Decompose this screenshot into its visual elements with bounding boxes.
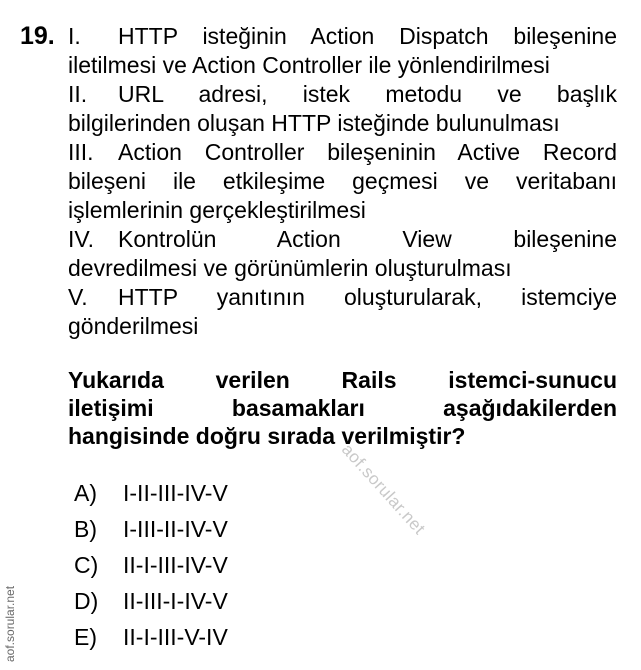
diagonal-watermark: aof.sorular.net (337, 440, 430, 539)
side-watermark: aof.sorular.net (3, 585, 17, 662)
statement-3-line-2: bileşeni ile etkileşime geçmesi ve veritabanı (68, 168, 617, 194)
answer-options (74, 475, 228, 655)
statement-1 (68, 22, 617, 80)
option-d[interactable] (74, 583, 228, 619)
statement-3-numeral: III. (68, 139, 94, 165)
statement-3-line-3: işlemlerinin gerçekleştirilmesi (68, 197, 366, 223)
statement-5-text-1: HTTP yanıtının oluşturularak, istemciye (118, 284, 617, 310)
question-stem-line-1: Yukarıda verilen Rails istemci-sunucu (68, 367, 617, 393)
statement-1-numeral: I. (68, 23, 81, 49)
statement-5-line-1 (68, 283, 617, 312)
option-c-text: II-I-III-IV-V (123, 552, 228, 578)
statement-2-line-1 (68, 80, 617, 109)
question-stem-line-2: iletişimi basamakları aşağıdakilerden (68, 395, 617, 421)
statement-4-line-1 (68, 225, 617, 254)
option-d-letter: D) (74, 588, 99, 614)
option-c-letter: C) (74, 552, 99, 578)
option-a-letter: A) (74, 480, 97, 506)
statement-3 (68, 138, 617, 225)
statement-4-line-2: devredilmesi ve görünümlerin oluşturulması (68, 255, 512, 281)
option-d-text: II-III-I-IV-V (123, 588, 228, 614)
option-b-letter: B) (74, 516, 97, 542)
statement-2-line-2: bilgilerinden oluşan HTTP isteğinde bulunulması (68, 110, 560, 136)
option-e-text: II-I-III-V-IV (123, 624, 228, 650)
statement-4 (68, 225, 617, 283)
question-number: 19. (20, 22, 55, 50)
option-b-text: I-III-II-IV-V (123, 516, 228, 542)
option-a[interactable] (74, 475, 228, 511)
statement-4-numeral: IV. (68, 226, 95, 252)
statement-3-text-1: Action Controller bileşeninin Active Record (118, 139, 617, 165)
statement-5 (68, 283, 617, 341)
statement-1-line-2: iletilmesi ve Action Controller ile yönlendirilmesi (68, 52, 550, 78)
statement-2-text-1: URL adresi, istek metodu ve başlık (118, 81, 617, 107)
option-e-letter: E) (74, 624, 97, 650)
statement-2-numeral: II. (68, 81, 88, 107)
statement-4-text-1: Kontrolün Action View bileşenine (118, 226, 617, 252)
option-a-text: I-II-III-IV-V (123, 480, 228, 506)
option-b[interactable] (74, 511, 228, 547)
option-c[interactable] (74, 547, 228, 583)
statement-2 (68, 80, 617, 138)
statement-5-line-2: gönderilmesi (68, 313, 199, 339)
statement-1-line-1 (68, 22, 617, 51)
statement-1-text-1: HTTP isteğinin Action Dispatch bileşenine (118, 23, 617, 49)
question-stem-line-3: hangisinde doğru sırada verilmiştir? (68, 423, 466, 449)
option-e[interactable] (74, 619, 228, 655)
question-stem (68, 366, 617, 450)
statement-5-numeral: V. (68, 284, 88, 310)
statement-3-line-1 (68, 138, 617, 167)
